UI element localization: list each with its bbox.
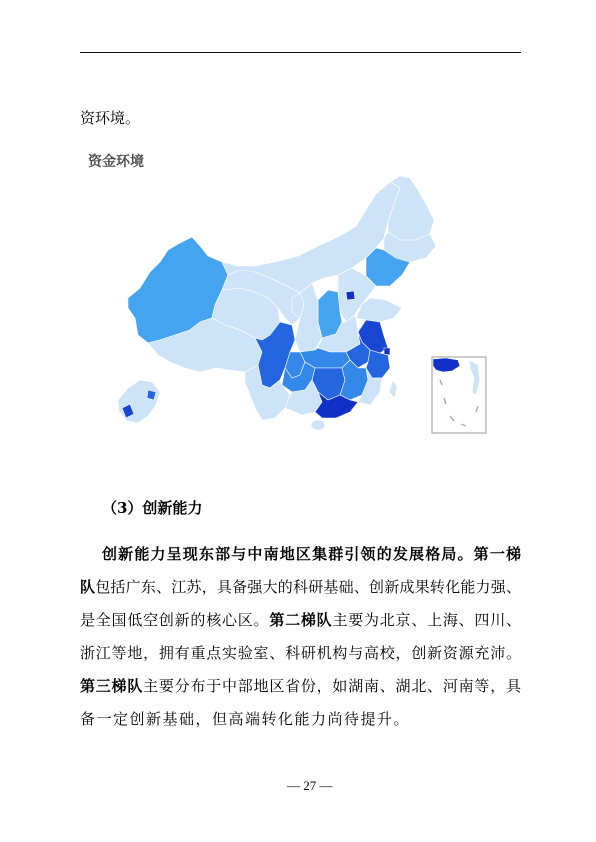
header-rule [80,52,521,53]
body-text: 主要为北京、上海、四川、 [332,611,521,629]
body-line [80,610,521,630]
body-line [80,676,521,696]
body-text: 是全国低空创新的核心区。 [80,611,270,629]
body-text-bold: 队 [80,578,96,596]
body-text: 浙江等地，拥有重点实验室、科研机构与高校，创新资源充沛。 [80,644,521,662]
map-fragment-left [118,380,160,423]
south-china-sea-inset [432,357,486,433]
page-number: — 27 — [287,778,333,793]
body-text-bold: 第二梯队 [269,611,333,629]
body-line [80,709,521,729]
body-text-bold: 第三梯队 [80,677,144,695]
china-choropleth-map [80,145,500,445]
map-fragment-area [118,380,160,423]
body-text: 主要分布于中部地区省份，如湖南、湖北、河南等，具 [143,677,521,695]
body-line [102,544,521,564]
body-line [80,577,521,597]
section-heading: （3）创新能力 [102,499,203,517]
figure-title: 资金环境 [88,154,144,170]
body-line [80,643,521,663]
map-region-hainan [311,420,325,430]
body-text: 包括广东、江苏，具备强大的科研基础、创新成果转化能力强、 [95,578,521,596]
body-text-bold: 创新能力呈现东部与中南地区集群引领的发展格局。第一梯 [102,545,521,563]
body-text: 备一定创新基础，但高端转化能力尚待提升。 [80,710,411,728]
map-region-beijing [346,291,355,300]
map-fragment-blue-area [147,390,156,400]
map-region-taiwan [389,380,397,398]
intro-line: 资环境。 [80,109,141,127]
